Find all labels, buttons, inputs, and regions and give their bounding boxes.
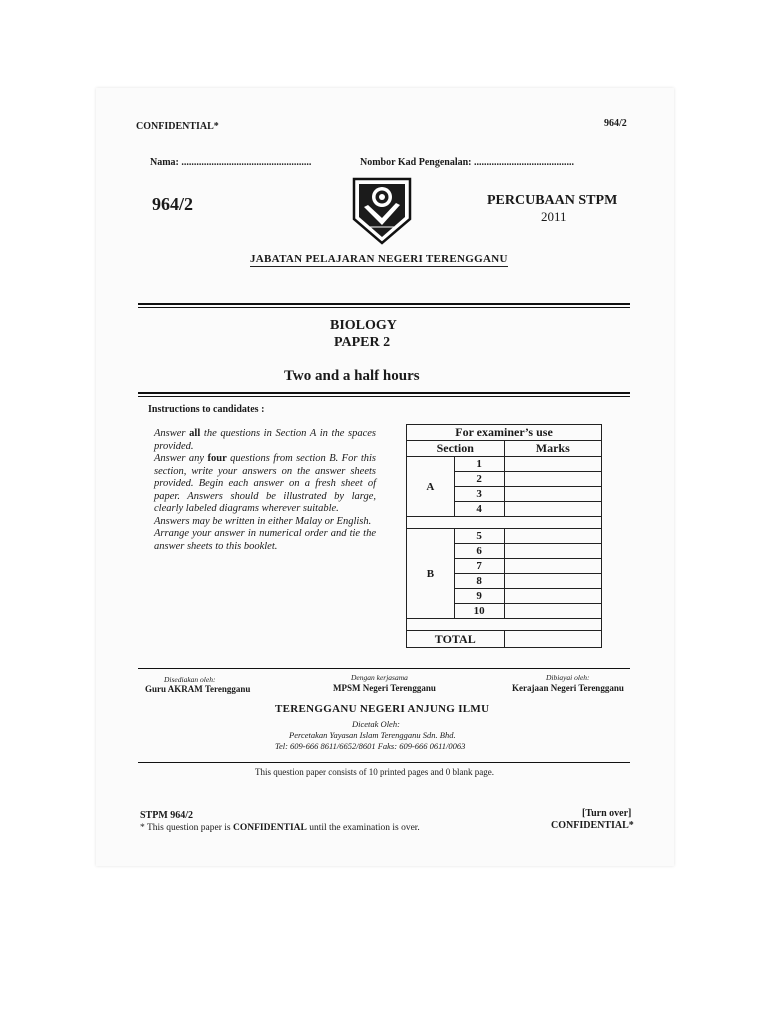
page-count-note: This question paper consists of 10 printed pages and 0 blank page.: [255, 767, 494, 777]
instruction-4: Arrange your answer in numerical order and tie the answer sheets to this booklet.: [154, 528, 376, 552]
marks-cell: [504, 502, 601, 517]
exam-year: 2011: [541, 209, 567, 224]
marks-cell: [504, 574, 601, 589]
question-number: 1: [454, 457, 504, 472]
question-number: 10: [454, 604, 504, 619]
paper-code-header: 964/2: [604, 118, 627, 129]
table-spacer: [407, 619, 602, 631]
printer-contact: Tel: 609-666 8611/6652/8601 Faks: 609-666 0611/0063: [275, 741, 466, 751]
paper-title: PAPER 2: [334, 335, 391, 350]
total-label: TOTAL: [407, 631, 505, 648]
state-education-logo-icon: [350, 175, 414, 247]
state-motto: TERENGGANU NEGERI ANJUNG ILMU: [275, 703, 490, 715]
confidential-footer: CONFIDENTIAL*: [551, 820, 634, 831]
divider: [138, 396, 630, 397]
subject-title: BIOLOGY: [330, 318, 397, 333]
marks-cell: [504, 559, 601, 574]
printed-by-label: Dicetak Oleh:: [352, 719, 400, 729]
instruction-1: Answer all the questions in Section A in the spaces provided.: [154, 428, 377, 452]
funded-by: Kerajaan Negeri Terengganu: [512, 683, 624, 693]
name-field: Nama: ....................................................: [150, 157, 312, 168]
table-spacer: [407, 517, 602, 529]
section-b-label: B: [407, 529, 455, 619]
divider: [138, 668, 630, 669]
ic-number-field: Nombor Kad Pengenalan: ........................................: [360, 157, 574, 168]
exam-duration: Two and a half hours: [284, 368, 420, 384]
prepared-by-label: Disediakan oleh:: [164, 675, 216, 684]
question-number: 4: [454, 502, 504, 517]
total-marks-cell: [504, 631, 601, 648]
question-number: 9: [454, 589, 504, 604]
question-number: 3: [454, 487, 504, 502]
funded-by-label: Dibiayai oleh:: [546, 673, 590, 682]
marks-header: Marks: [504, 441, 601, 457]
instructions-text: [154, 428, 376, 553]
marks-cell: [504, 529, 601, 544]
marks-cell: [504, 544, 601, 559]
marks-cell: [504, 457, 601, 472]
section-a-label: A: [407, 457, 455, 517]
footer-paper-code: STPM 964/2: [140, 810, 194, 821]
section-header: Section: [407, 441, 505, 457]
question-number: 6: [454, 544, 504, 559]
divider: [138, 392, 630, 394]
question-number: 2: [454, 472, 504, 487]
instruction-2: Answer any four questions from section B. For this section, write your answers on the answer sheets provided. Begin each answer on a fresh sheet of paper. Answers should be illustrated by large, clearly labeled diagrams wherever suitable.: [154, 453, 376, 514]
cooperation-label: Dengan kerjasama: [351, 673, 408, 682]
divider: [138, 307, 630, 308]
examiner-table-title: For examiner’s use: [407, 425, 602, 441]
paper-code: 964/2: [152, 194, 194, 214]
department-name: JABATAN PELAJARAN NEGERI TERENGGANU: [250, 253, 508, 265]
confidential-note: * This question paper is CONFIDENTIAL until the examination is over.: [140, 823, 420, 833]
prepared-by: Guru AKRAM Terengganu: [145, 684, 251, 694]
marks-cell: [504, 589, 601, 604]
marks-cell: [504, 604, 601, 619]
instructions-title: Instructions to candidates :: [148, 404, 265, 415]
cooperation-by: MPSM Negeri Terengganu: [333, 683, 436, 693]
marks-cell: [504, 487, 601, 502]
question-number: 8: [454, 574, 504, 589]
marks-cell: [504, 472, 601, 487]
printer-name: Percetakan Yayasan Islam Terengganu Sdn. Bhd.: [289, 730, 456, 740]
confidential-header: CONFIDENTIAL*: [136, 121, 219, 132]
question-number: 7: [454, 559, 504, 574]
exam-name: PERCUBAAN STPM: [487, 193, 618, 208]
divider: [138, 762, 630, 763]
turn-over: [Turn over]: [582, 808, 632, 819]
instruction-3: Answers may be written in either Malay or English.: [154, 515, 372, 527]
divider: [138, 303, 630, 305]
question-number: 5: [454, 529, 504, 544]
examiner-table: [406, 424, 602, 648]
